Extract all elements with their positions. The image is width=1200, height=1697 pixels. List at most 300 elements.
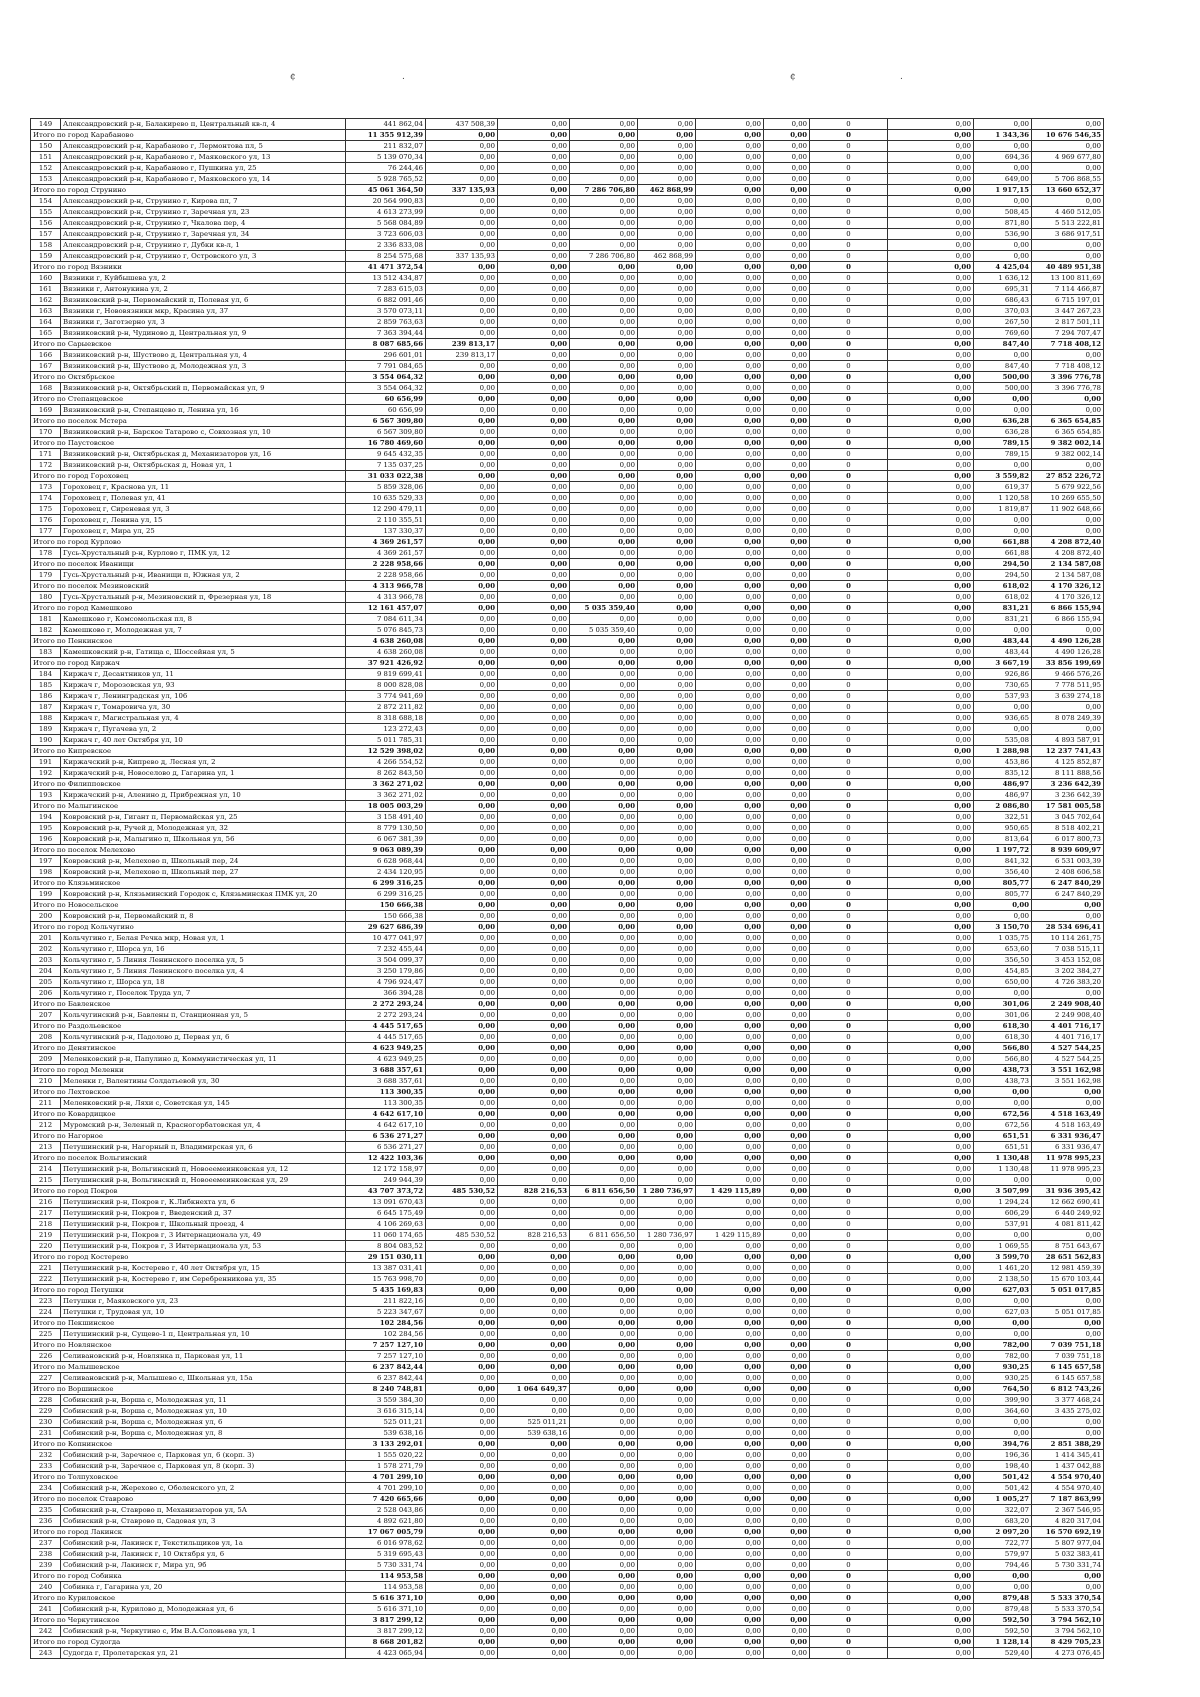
amount-cell: 0,00 <box>974 988 1032 999</box>
amount-cell: 0,00 <box>1032 240 1104 251</box>
amount-cell: 0,00 <box>764 1131 810 1142</box>
amount-cell: 0,00 <box>696 416 764 427</box>
amount-cell: 0,00 <box>888 1109 974 1120</box>
amount-cell: 651,51 <box>974 1131 1032 1142</box>
amount-cell: 4 106 269,63 <box>346 1219 426 1230</box>
amount-cell: 0,00 <box>888 856 974 867</box>
table-row <box>31 1032 1174 1043</box>
amount-cell: 0,00 <box>888 471 974 482</box>
amount-cell: 4 266 554,52 <box>346 757 426 768</box>
table-row <box>31 1164 1174 1175</box>
table-row <box>31 119 1174 130</box>
amount-cell: 483,44 <box>974 647 1032 658</box>
amount-cell: 0,00 <box>498 1626 570 1637</box>
amount-cell: 0,00 <box>764 977 810 988</box>
amount-cell: 0,00 <box>498 174 570 185</box>
amount-cell: 0,00 <box>974 702 1032 713</box>
amount-cell: 0,00 <box>696 1428 764 1439</box>
amount-cell: 0,00 <box>696 1296 764 1307</box>
amount-cell: 0,00 <box>764 438 810 449</box>
amount-cell: 0,00 <box>764 1538 810 1549</box>
amount-cell: 13 100 811,69 <box>1032 273 1104 284</box>
amount-cell: 0,00 <box>426 383 498 394</box>
amount-cell: 337 135,93 <box>426 251 498 262</box>
amount-cell: 0,00 <box>570 350 638 361</box>
amount-cell: 0,00 <box>426 1043 498 1054</box>
amount-cell: 0,00 <box>498 328 570 339</box>
amount-cell: 0,00 <box>696 1626 764 1637</box>
amount-cell: 0,00 <box>426 801 498 812</box>
amount-cell: 60 656,99 <box>346 394 426 405</box>
amount-cell: 8 429 705,23 <box>1032 1637 1104 1648</box>
address-cell: Кольчугино г, Поселок Труда ул, 7 <box>61 988 346 999</box>
address-cell: Собинский р-н, Лакинск г, Текстильщиков ул, 1а <box>61 1538 346 1549</box>
amount-cell: 0,00 <box>426 911 498 922</box>
amount-cell: 0,00 <box>638 1307 696 1318</box>
amount-cell: 0,00 <box>764 119 810 130</box>
amount-cell: 0,00 <box>888 273 974 284</box>
amount-cell: 0,00 <box>696 625 764 636</box>
address-cell: Киржач г, Томаровича ул, 30 <box>61 702 346 713</box>
amount-cell: 0,00 <box>764 1384 810 1395</box>
amount-cell: 13 512 434,87 <box>346 273 426 284</box>
amount-cell: 0,00 <box>764 1285 810 1296</box>
amount-cell: 0,00 <box>570 196 638 207</box>
amount-cell: 4 445 517,65 <box>346 1021 426 1032</box>
amount-cell: 0,00 <box>764 1373 810 1384</box>
address-cell: Собинский р-н, Жерехово с, Оболенского ул, 2 <box>61 1483 346 1494</box>
table-row <box>31 273 1174 284</box>
amount-cell: 0,00 <box>696 570 764 581</box>
amount-cell: 0,00 <box>426 548 498 559</box>
row-number: 172 <box>31 460 61 471</box>
amount-cell: 0,00 <box>638 724 696 735</box>
amount-cell: 0,00 <box>888 1164 974 1175</box>
amount-cell: 950,65 <box>974 823 1032 834</box>
amount-cell: 1 197,72 <box>974 845 1032 856</box>
amount-cell: 0,00 <box>888 174 974 185</box>
amount-cell: 0,00 <box>426 460 498 471</box>
amount-cell: 0,00 <box>696 1219 764 1230</box>
amount-cell: 0,00 <box>696 845 764 856</box>
amount-cell: 0,00 <box>570 658 638 669</box>
amount-cell: 0 <box>810 757 888 768</box>
amount-cell: 8 779 130,50 <box>346 823 426 834</box>
table-row <box>31 812 1174 823</box>
amount-cell: 0,00 <box>570 1065 638 1076</box>
address-cell: Ковровский р-н, Гигант п, Первомайская ул, 25 <box>61 812 346 823</box>
table-row <box>31 867 1174 878</box>
amount-cell: 6 866 155,94 <box>1032 603 1104 614</box>
amount-cell: 0,00 <box>426 581 498 592</box>
amount-cell: 198,40 <box>974 1461 1032 1472</box>
amount-cell: 0,00 <box>498 185 570 196</box>
amount-cell: 0 <box>810 1307 888 1318</box>
amount-cell: 0,00 <box>570 1439 638 1450</box>
amount-cell: 0,00 <box>764 801 810 812</box>
amount-cell: 0 <box>810 207 888 218</box>
amount-cell: 0,00 <box>426 867 498 878</box>
amount-cell: 0,00 <box>888 669 974 680</box>
table-row <box>31 1208 1174 1219</box>
subtotal-row <box>31 1439 1174 1450</box>
amount-cell: 239 813,17 <box>426 339 498 350</box>
amount-cell: 45 061 364,50 <box>346 185 426 196</box>
address-cell: Муромский р-н, Зеленый п, Красногорбатовская ул, 4 <box>61 1120 346 1131</box>
amount-cell: 5 011 785,31 <box>346 735 426 746</box>
amount-cell: 2 138,50 <box>974 1274 1032 1285</box>
amount-cell: 0,00 <box>696 1406 764 1417</box>
amount-cell: 0,00 <box>498 383 570 394</box>
amount-cell: 0 <box>810 625 888 636</box>
amount-cell: 0,00 <box>764 1395 810 1406</box>
amount-cell: 592,50 <box>974 1626 1032 1637</box>
amount-cell: 0 <box>810 1428 888 1439</box>
address-cell: Ковровский р-н, Первомайский п, 8 <box>61 911 346 922</box>
amount-cell: 0,00 <box>570 1505 638 1516</box>
amount-cell: 0 <box>810 1582 888 1593</box>
amount-cell: 0,00 <box>696 889 764 900</box>
amount-cell: 0,00 <box>764 416 810 427</box>
address-cell: Вязниковский р-н, Барское Татарово с, Совхозная ул, 10 <box>61 427 346 438</box>
amount-cell: 0,00 <box>498 691 570 702</box>
amount-cell: 0,00 <box>888 1582 974 1593</box>
amount-cell: 0,00 <box>888 1318 974 1329</box>
amount-cell: 0,00 <box>498 339 570 350</box>
amount-cell: 11 902 648,66 <box>1032 504 1104 515</box>
amount-cell: 0,00 <box>570 1010 638 1021</box>
amount-cell: 0,00 <box>498 1615 570 1626</box>
amount-cell: 5 807 977,04 <box>1032 1538 1104 1549</box>
amount-cell: 879,48 <box>974 1593 1032 1604</box>
amount-cell: 6 145 657,58 <box>1032 1362 1104 1373</box>
amount-cell: 0,00 <box>764 713 810 724</box>
amount-cell: 485 530,52 <box>426 1230 498 1241</box>
amount-cell: 3 236 642,39 <box>1032 779 1104 790</box>
amount-cell: 0,00 <box>638 163 696 174</box>
amount-cell: 0,00 <box>426 1494 498 1505</box>
amount-cell: 0,00 <box>426 1472 498 1483</box>
subtotal-label: Итого по город Гороховец <box>31 471 346 482</box>
amount-cell: 0,00 <box>498 493 570 504</box>
amount-cell: 0,00 <box>498 867 570 878</box>
amount-cell: 0,00 <box>638 1494 696 1505</box>
amount-cell: 0 <box>810 801 888 812</box>
amount-cell: 0 <box>810 900 888 911</box>
amount-cell: 0,00 <box>888 1098 974 1109</box>
amount-cell: 0,00 <box>426 1109 498 1120</box>
amount-cell: 0 <box>810 1549 888 1560</box>
amount-cell: 3 794 562,10 <box>1032 1615 1104 1626</box>
amount-cell: 0,00 <box>696 812 764 823</box>
address-cell: Собинский р-н, Ставрово п, Механизаторов ул, 5А <box>61 1505 346 1516</box>
amount-cell: 0,00 <box>426 537 498 548</box>
amount-cell: 501,42 <box>974 1483 1032 1494</box>
amount-cell: 0,00 <box>498 262 570 273</box>
amount-cell: 0,00 <box>426 625 498 636</box>
amount-cell: 0,00 <box>638 1252 696 1263</box>
amount-cell: 0,00 <box>570 394 638 405</box>
amount-cell: 0,00 <box>696 581 764 592</box>
amount-cell: 0,00 <box>570 1131 638 1142</box>
row-number: 229 <box>31 1406 61 1417</box>
amount-cell: 0,00 <box>696 1241 764 1252</box>
table-row <box>31 669 1174 680</box>
address-cell: Вязниковский р-н, Шуствово д, Молодежная ул, 3 <box>61 361 346 372</box>
amount-cell: 0,00 <box>638 1516 696 1527</box>
address-cell: Петушки г, Трудовая ул, 10 <box>61 1307 346 1318</box>
amount-cell: 0,00 <box>696 537 764 548</box>
amount-cell: 0,00 <box>426 273 498 284</box>
amount-cell: 0,00 <box>426 1483 498 1494</box>
amount-cell: 0,00 <box>696 636 764 647</box>
amount-cell: 0 <box>810 405 888 416</box>
amount-cell: 41 471 372,54 <box>346 262 426 273</box>
amount-cell: 4 638 260,08 <box>346 636 426 647</box>
row-number: 198 <box>31 867 61 878</box>
amount-cell: 0,00 <box>888 537 974 548</box>
row-number: 225 <box>31 1329 61 1340</box>
amount-cell: 0,00 <box>888 383 974 394</box>
amount-cell: 0,00 <box>498 1406 570 1417</box>
amount-cell: 0,00 <box>638 1219 696 1230</box>
amount-cell: 0,00 <box>638 1120 696 1131</box>
amount-cell: 0,00 <box>764 1450 810 1461</box>
amount-cell: 0,00 <box>974 240 1032 251</box>
amount-cell: 370,03 <box>974 306 1032 317</box>
address-cell: Киржач г, Ленинградская ул, 106 <box>61 691 346 702</box>
amount-cell: 0,00 <box>426 1032 498 1043</box>
amount-cell: 0,00 <box>764 1318 810 1329</box>
amount-cell: 0 <box>810 1593 888 1604</box>
amount-cell: 0,00 <box>426 1571 498 1582</box>
amount-cell: 7 135 037,25 <box>346 460 426 471</box>
amount-cell: 0,00 <box>764 614 810 625</box>
amount-cell: 0,00 <box>426 471 498 482</box>
amount-cell: 500,00 <box>974 372 1032 383</box>
amount-cell: 0,00 <box>426 1197 498 1208</box>
address-cell: Петушинский р-н, Костерево г, им Серебренникова ул, 35 <box>61 1274 346 1285</box>
row-number: 182 <box>31 625 61 636</box>
amount-cell: 0,00 <box>638 515 696 526</box>
amount-cell: 0,00 <box>570 1219 638 1230</box>
amount-cell: 0,00 <box>570 1428 638 1439</box>
address-cell: Кольчугинский р-н, Падолово д, Первая ул, 6 <box>61 1032 346 1043</box>
amount-cell: 0,00 <box>696 735 764 746</box>
amount-cell: 3 507,99 <box>974 1186 1032 1197</box>
amount-cell: 76 244,46 <box>346 163 426 174</box>
amount-cell: 0,00 <box>638 1538 696 1549</box>
amount-cell: 0,00 <box>426 482 498 493</box>
subtotal-row <box>31 922 1174 933</box>
address-cell: Киржачский р-н, Кипрево д, Лесная ул, 2 <box>61 757 346 768</box>
amount-cell: 0,00 <box>426 493 498 504</box>
amount-cell: 0 <box>810 1208 888 1219</box>
amount-cell: 0,00 <box>888 878 974 889</box>
amount-cell: 0,00 <box>764 900 810 911</box>
amount-cell: 0,00 <box>764 867 810 878</box>
amount-cell: 0,00 <box>570 1406 638 1417</box>
address-cell: Петушинский р-н, Вольгинский п, Новоеемеинковская ул, 12 <box>61 1164 346 1175</box>
amount-cell: 0,00 <box>696 1648 764 1659</box>
amount-cell: 0,00 <box>888 988 974 999</box>
amount-cell: 0,00 <box>696 779 764 790</box>
amount-cell: 0,00 <box>888 119 974 130</box>
amount-cell: 0,00 <box>570 339 638 350</box>
amount-cell: 0,00 <box>426 1076 498 1087</box>
amount-cell: 0,00 <box>638 856 696 867</box>
amount-cell: 0,00 <box>498 1505 570 1516</box>
amount-cell: 1 064 649,37 <box>498 1384 570 1395</box>
amount-cell: 0,00 <box>638 1087 696 1098</box>
amount-cell: 0 <box>810 1197 888 1208</box>
amount-cell: 6 331 936,47 <box>1032 1131 1104 1142</box>
amount-cell: 0,00 <box>426 1252 498 1263</box>
address-cell: Петушки г, Маяковского ул, 23 <box>61 1296 346 1307</box>
amount-cell: 618,30 <box>974 1032 1032 1043</box>
amount-cell: 0,00 <box>638 867 696 878</box>
amount-cell: 0,00 <box>570 812 638 823</box>
amount-cell: 0,00 <box>498 548 570 559</box>
amount-cell: 0,00 <box>638 317 696 328</box>
amount-cell: 0,00 <box>696 691 764 702</box>
amount-cell: 0,00 <box>888 713 974 724</box>
amount-cell: 0,00 <box>696 1604 764 1615</box>
subtotal-row <box>31 636 1174 647</box>
amount-cell: 0,00 <box>974 1318 1032 1329</box>
amount-cell: 0,00 <box>888 1043 974 1054</box>
row-number: 154 <box>31 196 61 207</box>
amount-cell: 0,00 <box>764 1263 810 1274</box>
subtotal-label: Итого по город Судогда <box>31 1637 346 1648</box>
amount-cell: 5 568 084,89 <box>346 218 426 229</box>
address-cell: Петушинский р-н, Покров г, Школьный проезд, 4 <box>61 1219 346 1230</box>
amount-cell: 0,00 <box>638 900 696 911</box>
amount-cell: 0,00 <box>570 581 638 592</box>
amount-cell: 0 <box>810 702 888 713</box>
amount-cell: 0,00 <box>696 856 764 867</box>
table-row <box>31 1406 1174 1417</box>
amount-cell: 1 128,14 <box>974 1637 1032 1648</box>
amount-cell: 0,00 <box>888 955 974 966</box>
amount-cell: 0,00 <box>570 1362 638 1373</box>
amount-cell: 0,00 <box>888 1538 974 1549</box>
amount-cell: 0,00 <box>888 966 974 977</box>
amount-cell: 31 033 022,38 <box>346 471 426 482</box>
amount-cell: 0,00 <box>426 1560 498 1571</box>
amount-cell: 0,00 <box>888 526 974 537</box>
address-cell: Кольчугино г, 5 Линия Ленинского поселка ул, 5 <box>61 955 346 966</box>
subtotal-row <box>31 339 1174 350</box>
address-cell: Собинка г, Гагарина ул, 20 <box>61 1582 346 1593</box>
amount-cell: 0,00 <box>638 141 696 152</box>
amount-cell: 0,00 <box>426 977 498 988</box>
subtotal-row <box>31 185 1174 196</box>
amount-cell: 0,00 <box>888 548 974 559</box>
row-number: 194 <box>31 812 61 823</box>
amount-cell: 0,00 <box>1032 911 1104 922</box>
amount-cell: 0,00 <box>638 812 696 823</box>
amount-cell: 0,00 <box>764 1175 810 1186</box>
amount-cell: 0,00 <box>426 889 498 900</box>
row-number: 155 <box>31 207 61 218</box>
amount-cell: 0,00 <box>974 1417 1032 1428</box>
amount-cell: 12 290 479,11 <box>346 504 426 515</box>
table-row <box>31 1417 1174 1428</box>
amount-cell: 0,00 <box>638 1648 696 1659</box>
amount-cell: 0,00 <box>764 856 810 867</box>
amount-cell: 6 812 743,26 <box>1032 1384 1104 1395</box>
amount-cell: 10 114 261,75 <box>1032 933 1104 944</box>
row-number: 170 <box>31 427 61 438</box>
amount-cell: 0,00 <box>570 482 638 493</box>
amount-cell: 0 <box>810 988 888 999</box>
amount-cell: 0,00 <box>888 1175 974 1186</box>
amount-cell: 5 679 922,56 <box>1032 482 1104 493</box>
amount-cell: 0,00 <box>696 746 764 757</box>
address-cell: Собинский р-н, Ставрово п, Садовая ул, 3 <box>61 1516 346 1527</box>
amount-cell: 0,00 <box>888 1417 974 1428</box>
amount-cell: 5 730 331,74 <box>1032 1560 1104 1571</box>
amount-cell: 0,00 <box>570 757 638 768</box>
amount-cell: 0,00 <box>498 801 570 812</box>
amount-cell: 0,00 <box>764 1604 810 1615</box>
table-row <box>31 933 1174 944</box>
amount-cell: 6 247 840,29 <box>1032 878 1104 889</box>
table-row <box>31 647 1174 658</box>
amount-cell: 0,00 <box>696 900 764 911</box>
amount-cell: 0 <box>810 922 888 933</box>
subtotal-row <box>31 1340 1174 1351</box>
amount-cell: 0,00 <box>570 1307 638 1318</box>
amount-cell: 0,00 <box>570 614 638 625</box>
amount-cell: 0,00 <box>696 185 764 196</box>
row-number: 235 <box>31 1505 61 1516</box>
amount-cell: 0,00 <box>426 317 498 328</box>
amount-cell: 0 <box>810 130 888 141</box>
amount-cell: 0,00 <box>426 845 498 856</box>
amount-cell: 0,00 <box>498 251 570 262</box>
amount-cell: 0,00 <box>764 1648 810 1659</box>
subtotal-row <box>31 1384 1174 1395</box>
table-row <box>31 1428 1174 1439</box>
amount-cell: 0,00 <box>764 944 810 955</box>
amount-cell: 0,00 <box>570 1461 638 1472</box>
amount-cell: 0,00 <box>426 1395 498 1406</box>
amount-cell: 0,00 <box>426 1428 498 1439</box>
amount-cell: 0,00 <box>426 229 498 240</box>
amount-cell: 0,00 <box>696 1109 764 1120</box>
amount-cell: 0,00 <box>498 1285 570 1296</box>
row-number: 173 <box>31 482 61 493</box>
amount-cell: 0,00 <box>764 1208 810 1219</box>
amount-cell: 3 551 162,98 <box>1032 1065 1104 1076</box>
amount-cell: 0,00 <box>638 581 696 592</box>
amount-cell: 0 <box>810 119 888 130</box>
row-number: 207 <box>31 1010 61 1021</box>
row-number: 228 <box>31 1395 61 1406</box>
amount-cell: 0,00 <box>888 592 974 603</box>
amount-cell: 0,00 <box>696 1560 764 1571</box>
amount-cell: 5 533 370,54 <box>1032 1604 1104 1615</box>
amount-cell: 0,00 <box>764 504 810 515</box>
amount-cell: 0,00 <box>426 1054 498 1065</box>
subtotal-row <box>31 1131 1174 1142</box>
amount-cell: 0,00 <box>764 823 810 834</box>
amount-cell: 0,00 <box>764 1109 810 1120</box>
amount-cell: 0,00 <box>1032 625 1104 636</box>
amount-cell: 0 <box>810 1098 888 1109</box>
